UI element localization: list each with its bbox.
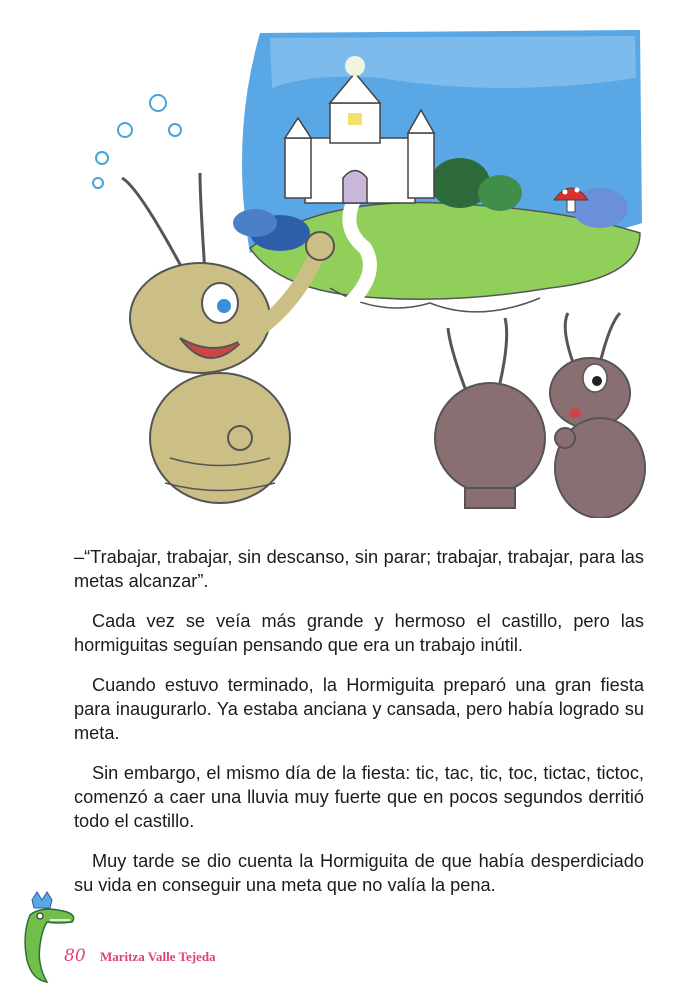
page-number: 80 [64,946,86,966]
thought-bubble-icon [150,95,166,111]
crowned-crocodile-icon [12,890,82,990]
story-paragraph: Sin embargo, el mismo día de la fiesta: tic, tac, tic, toc, tictac, tictoc, comenzó a caer una lluvia muy fuerte que en pocos segundos derritió todo el castillo. [74,763,644,831]
story-paragraph: Muy tarde se dio cuenta la Hormiguita de que había desperdiciado su vida en conseguir una meta que no valía la pena. [74,851,644,895]
page-footer [12,890,272,990]
brown-ant-front [550,313,645,518]
story-text [74,545,644,913]
story-paragraph: Cada vez se veía más grande y hermoso el castillo, pero las hormiguitas seguían pensando que era un trabajo inútil. [74,611,644,655]
story-illustration [80,18,650,518]
brown-ant-back [435,318,545,508]
story-paragraph: Cuando estuvo terminado, la Hormiguita preparó una gran fiesta para inaugurarlo. Ya estaba anciana y cansada, pero había logrado su meta. [74,675,644,743]
author-name: Maritza Valle Tejeda [100,949,216,964]
story-paragraph: –“Trabajar, trabajar, sin descanso, sin parar; trabajar, trabajar, para las metas alcanzar”. [74,547,644,591]
